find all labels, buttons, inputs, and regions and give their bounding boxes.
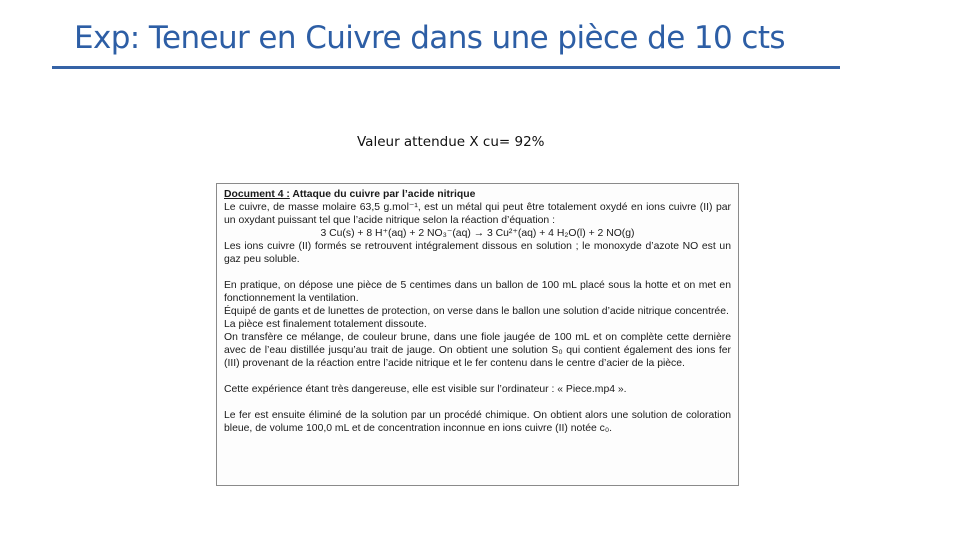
document-paragraph: Cette expérience étant très dangereuse, elle est visible sur l’ordinateur : « Piece.mp4 ». [224, 384, 627, 395]
document-paragraph: Les ions cuivre (II) formés se retrouvent intégralement dissous en solution ; le monoxyde d’azote NO est un gaz peu soluble. [224, 241, 731, 265]
document-paragraph: En pratique, on dépose une pièce de 5 centimes dans un ballon de 100 mL placé sous la hotte et on met en fonctionnement la ventilation. [224, 280, 731, 304]
document-heading [224, 188, 731, 201]
document-paragraph: On transfère ce mélange, de couleur brune, dans une fiole jaugée de 100 mL et on complète cette dernière avec de l’eau distillée jusqu’au trait de jauge. On obtient une solution S₀ qui contient également des ions fer (III) provenant de la réaction entre l’acide nitrique et le fer contenu dans le centre d’acier de la pièce. [224, 332, 731, 369]
slide-title: Exp: Teneur en Cuivre dans une pièce de 10 cts [74, 20, 785, 56]
document-paragraph: La pièce est finalement totalement dissoute. [224, 319, 427, 330]
document-heading-text: Attaque du cuivre par l’acide nitrique [289, 189, 476, 200]
document-paragraph: Équipé de gants et de lunettes de protection, on verse dans le ballon une solution d’acide nitrique concentrée. [224, 306, 729, 317]
document-number: Document 4 : [224, 189, 290, 200]
document-paragraph: Le cuivre, de masse molaire 63,5 g.mol⁻¹, est un métal qui peut être totalement oxydé en ions cuivre (II) par un oxydant puissant tel que l’acide nitrique selon la réaction d’équation : [224, 202, 731, 226]
reaction-equation: 3 Cu(s) + 8 H⁺(aq) + 2 NO₃⁻(aq) → 3 Cu²⁺(aq) + 4 H₂O(l) + 2 NO(g) [320, 228, 635, 239]
title-underline [52, 66, 840, 69]
document-paragraph: Le fer est ensuite éliminé de la solution par un procédé chimique. On obtient alors une solution de coloration bleue, de volume 100,0 mL et de concentration inconnue en ions cuivre (II) notée c₀. [224, 410, 731, 434]
document-image [216, 183, 739, 486]
expected-value-text: Valeur attendue X cu= 92% [357, 134, 545, 150]
